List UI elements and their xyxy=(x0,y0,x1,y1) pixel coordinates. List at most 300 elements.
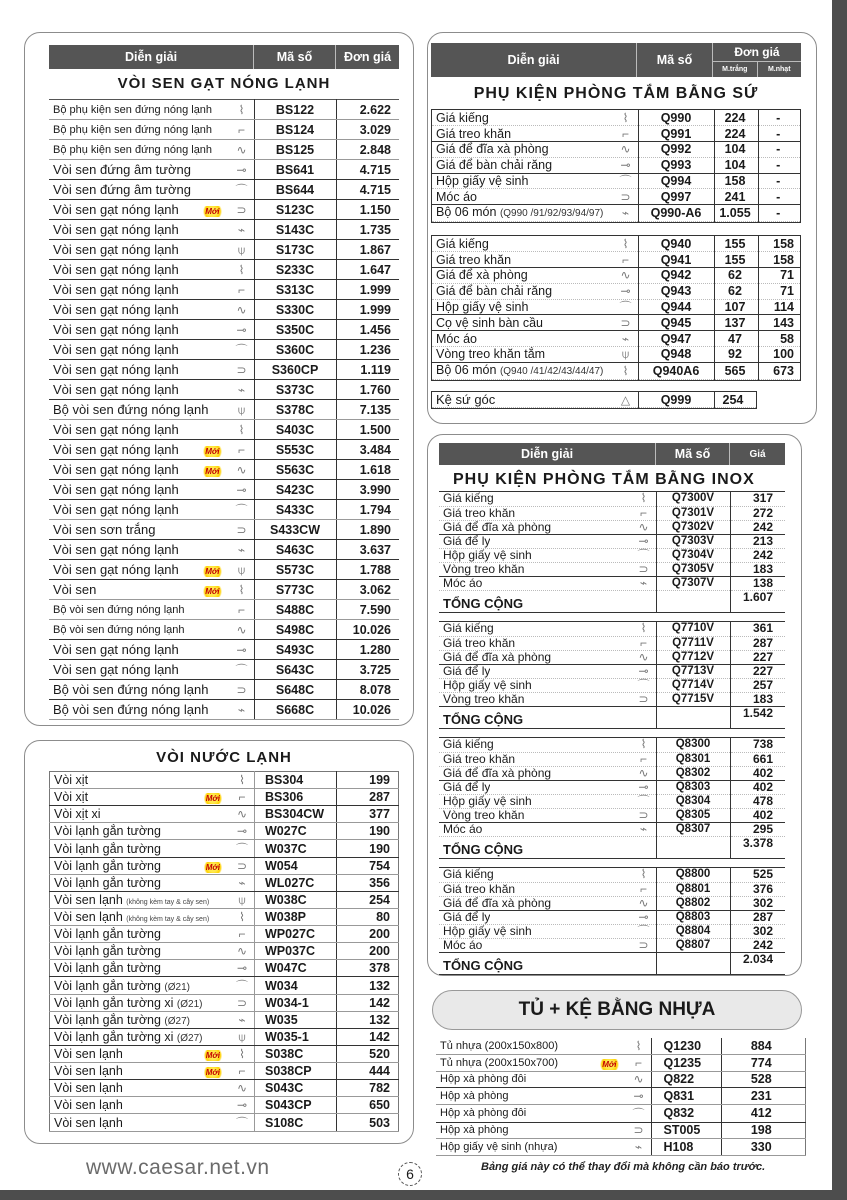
item-code: S643C xyxy=(254,660,336,680)
item-price-white: 1.055 xyxy=(714,205,758,222)
item-code: S648C xyxy=(254,680,336,700)
product-thumbnail-icon: ⌇ xyxy=(640,867,647,882)
item-note: (không kèm tay & cây sen) xyxy=(126,899,210,906)
product-thumbnail-icon: ⌒ xyxy=(637,547,650,562)
item-price: 884 xyxy=(721,1038,806,1055)
table-row xyxy=(49,460,399,480)
new-badge: Mới xyxy=(202,1050,224,1061)
new-badge: Mới xyxy=(202,1067,224,1078)
table-row xyxy=(50,1012,399,1029)
item-price: 4.715 xyxy=(336,160,399,180)
item-price: 1.999 xyxy=(336,300,399,320)
item-code: Q947 xyxy=(638,331,714,347)
total-row xyxy=(439,952,785,974)
total-label: TỔNG CỘNG xyxy=(443,841,524,857)
product-thumbnail-icon: ⌇ xyxy=(622,363,629,378)
item-code: Q991 xyxy=(638,126,714,142)
table-row xyxy=(439,738,785,752)
table-row xyxy=(50,858,399,875)
item-price: 330 xyxy=(721,1139,806,1156)
cold-tap-panel xyxy=(24,740,414,1144)
table-row xyxy=(49,340,399,360)
total-row xyxy=(439,706,785,728)
item-desc: Giá treo khăn xyxy=(436,252,512,267)
new-badge: Mới xyxy=(201,566,223,577)
item-desc: Vòi lạnh gắn tường xyxy=(54,824,161,838)
product-thumbnail-icon: ⌒ xyxy=(235,842,248,856)
table-row xyxy=(49,180,399,200)
item-desc: Giá kiếng xyxy=(443,492,494,506)
item-price: 520 xyxy=(337,1046,399,1063)
product-thumbnail-icon: ⌁ xyxy=(237,703,246,717)
website-link[interactable]: www.caesar.net.vn xyxy=(86,1156,270,1179)
item-price: 3.637 xyxy=(336,540,399,560)
item-price: 2.622 xyxy=(336,100,399,120)
item-code: WP027C xyxy=(255,926,337,943)
item-code: S330C xyxy=(254,300,336,320)
item-code: S433C xyxy=(254,500,336,520)
product-thumbnail-icon: ⊸ xyxy=(638,779,649,794)
item-desc: Kệ sứ góc xyxy=(436,391,496,407)
table-row xyxy=(432,205,800,222)
item-code: Q7713V xyxy=(656,664,730,678)
item-price: 1.280 xyxy=(336,640,399,660)
item-code: Q994 xyxy=(638,173,714,189)
item-code: S233C xyxy=(254,260,336,280)
item-code: Q8804 xyxy=(656,924,730,938)
item-price: 3.725 xyxy=(336,660,399,680)
item-desc: Vòi lạnh gắn tường xyxy=(54,944,161,958)
product-thumbnail-icon: ⊸ xyxy=(236,483,247,497)
item-price: 738 xyxy=(730,738,785,752)
product-thumbnail-icon: ⌇ xyxy=(238,583,245,597)
table-row xyxy=(439,766,785,780)
item-desc: Giá treo khăn xyxy=(436,126,512,141)
disclaimer-note: Bảng giá này có thể thay đổi mà không cần báo trước. xyxy=(481,1161,766,1173)
item-price: 254 xyxy=(714,392,756,408)
table-row xyxy=(49,380,399,400)
item-note: (không kèm tay & cây sen) xyxy=(126,916,210,923)
item-desc: Hộp giấy vệ sinh xyxy=(443,678,532,692)
product-thumbnail-icon: ⍦ xyxy=(238,892,246,907)
item-desc: Vòi sen gạt nóng lạnh xyxy=(53,442,179,457)
item-desc: Bộ phụ kiện sen đứng nóng lạnh xyxy=(53,103,213,116)
table-row xyxy=(439,664,785,678)
item-price-white: 158 xyxy=(714,173,758,189)
item-code: BS641 xyxy=(254,160,336,180)
table-row xyxy=(49,360,399,380)
item-price: 650 xyxy=(337,1097,399,1114)
plastic-table xyxy=(436,1038,806,1156)
product-thumbnail-icon: ⌇ xyxy=(238,263,245,277)
product-thumbnail-icon: ⌐ xyxy=(238,1064,246,1078)
item-code: Q1235 xyxy=(651,1055,721,1072)
product-thumbnail-icon: ⌐ xyxy=(621,252,629,267)
section-title: PHỤ KIỆN PHÒNG TẮM BẰNG INOX xyxy=(453,471,755,488)
item-price: 272 xyxy=(730,506,785,520)
product-thumbnail-icon: ⌐ xyxy=(238,790,246,804)
product-thumbnail-icon: ⊃ xyxy=(638,807,649,822)
table-row xyxy=(432,173,800,189)
item-code: Q8300 xyxy=(656,738,730,752)
table-row xyxy=(50,1114,399,1132)
item-price-light: - xyxy=(758,142,800,158)
total-value: 1.542 xyxy=(730,706,785,728)
item-price-white: 62 xyxy=(714,283,758,299)
triangle-shelf-icon: △ xyxy=(620,392,631,407)
product-thumbnail-icon: ⌁ xyxy=(621,206,630,221)
table-row xyxy=(432,362,800,379)
item-code: Q7305V xyxy=(656,562,730,576)
item-price: 287 xyxy=(337,789,399,806)
product-thumbnail-icon: ⌁ xyxy=(237,543,246,557)
item-price: 257 xyxy=(730,678,785,692)
item-code: S038CP xyxy=(255,1063,337,1080)
product-thumbnail-icon: ⊸ xyxy=(633,1088,644,1103)
item-price: 378 xyxy=(337,960,399,977)
product-thumbnail-icon: ⌒ xyxy=(235,1116,248,1130)
page-number: 6 xyxy=(398,1162,422,1186)
item-code: Q992 xyxy=(638,142,714,158)
header-code: Mã số xyxy=(656,443,730,465)
product-thumbnail-icon: ∿ xyxy=(236,807,248,821)
item-price: 227 xyxy=(730,664,785,678)
item-price: 7.590 xyxy=(336,600,399,620)
item-desc: Bộ 06 món xyxy=(436,362,497,377)
item-desc: Vòi sen lạnh xyxy=(54,910,123,924)
item-desc: Vòi lạnh gắn tường xi xyxy=(54,1030,174,1044)
item-price-white: 137 xyxy=(714,315,758,331)
item-desc: Hộp giấy vệ sinh xyxy=(443,794,532,808)
product-thumbnail-icon: ⌐ xyxy=(237,443,245,457)
item-price: 242 xyxy=(730,938,785,952)
cold-tap-table xyxy=(49,771,399,1132)
product-thumbnail-icon: ⌇ xyxy=(640,491,647,506)
product-thumbnail-icon: ⌇ xyxy=(622,110,629,125)
item-price-white: 47 xyxy=(714,331,758,347)
item-code: Q941 xyxy=(638,252,714,268)
product-thumbnail-icon: ∿ xyxy=(638,765,649,780)
item-desc: Giá để đĩa xà phòng xyxy=(443,520,552,534)
product-thumbnail-icon: ⌁ xyxy=(237,223,246,237)
item-price: 1.794 xyxy=(336,500,399,520)
item-desc: Vòi lạnh gắn tường xyxy=(54,927,161,941)
table-row xyxy=(49,560,399,580)
item-code: Q944 xyxy=(638,299,714,315)
header-code: Mã số xyxy=(254,45,336,69)
item-price: 3.062 xyxy=(336,580,399,600)
product-thumbnail-icon: ∿ xyxy=(638,895,649,910)
item-desc: Giá để ly xyxy=(443,910,491,924)
table-row xyxy=(432,142,800,158)
item-code: S313C xyxy=(254,280,336,300)
item-price: 1.890 xyxy=(336,520,399,540)
table-row xyxy=(436,1038,806,1055)
item-price: 132 xyxy=(337,1012,399,1029)
item-desc: Tủ nhựa (200x150x700) xyxy=(440,1056,559,1069)
table-row xyxy=(50,995,399,1012)
item-code: Q8301 xyxy=(656,752,730,766)
header-desc: Diễn giải xyxy=(439,443,656,465)
table-row xyxy=(49,100,399,120)
table-row xyxy=(50,772,399,789)
item-price: 1.618 xyxy=(336,460,399,480)
product-thumbnail-icon: ⌁ xyxy=(634,1139,643,1154)
item-price: 200 xyxy=(337,926,399,943)
item-desc: Bộ 06 món xyxy=(436,205,497,220)
item-note: (Q940 /41/42/43/44/47) xyxy=(499,365,604,377)
item-desc: Giá để ly xyxy=(443,780,491,794)
item-code: Q7303V xyxy=(656,534,730,548)
item-desc: Cọ vệ sinh bàn cầu xyxy=(436,315,544,330)
item-code: Q7712V xyxy=(656,650,730,664)
shower-mixer-header xyxy=(49,45,399,69)
item-code: W047C xyxy=(255,960,337,977)
item-price: 754 xyxy=(337,858,399,875)
item-desc: Vòi sen gạt nóng lạnh xyxy=(53,342,179,357)
item-price: 1.500 xyxy=(336,420,399,440)
table-row xyxy=(439,868,785,882)
item-desc: Giá để đĩa xà phòng xyxy=(436,142,549,157)
item-code: Q997 xyxy=(638,189,714,205)
item-price: 3.990 xyxy=(336,480,399,500)
item-price: 199 xyxy=(337,772,399,789)
item-code: Q8305 xyxy=(656,808,730,822)
item-code: W038P xyxy=(255,909,337,926)
item-desc: Hộp xà phòng đôi xyxy=(440,1073,527,1086)
item-desc: Giá treo khăn xyxy=(443,752,516,766)
product-thumbnail-icon: ⌐ xyxy=(237,123,245,137)
item-desc: Vòng treo khăn xyxy=(443,808,525,822)
item-code: WL027C xyxy=(255,875,337,892)
product-thumbnail-icon: ⊸ xyxy=(620,158,631,173)
item-code: Q999 xyxy=(638,392,714,408)
item-desc: Bộ vòi sen đứng nóng lạnh xyxy=(53,682,209,697)
item-desc: Vòng treo khăn xyxy=(443,562,525,576)
product-thumbnail-icon: ∿ xyxy=(236,1081,248,1095)
total-label: TỔNG CỘNG xyxy=(443,957,524,973)
product-thumbnail-icon: ⌁ xyxy=(238,876,246,890)
product-thumbnail-icon: ⊃ xyxy=(236,859,248,873)
item-price: 1.456 xyxy=(336,320,399,340)
item-code: W037C xyxy=(255,840,337,858)
table-row xyxy=(50,789,399,806)
item-desc: Vòi lạnh gắn tường xyxy=(54,859,161,873)
item-desc: Vòi lạnh gắn tường xyxy=(54,1013,161,1027)
item-desc: Bộ phụ kiện sen đứng nóng lạnh xyxy=(53,143,213,156)
product-thumbnail-icon: ⍦ xyxy=(237,402,246,417)
item-desc: Vòi sen gạt nóng lạnh xyxy=(53,502,179,517)
item-price-light: 158 xyxy=(758,252,800,268)
item-code: S433CW xyxy=(254,520,336,540)
item-price-light: - xyxy=(758,205,800,222)
item-desc: Vòi sen gạt nóng lạnh xyxy=(53,282,179,297)
item-price-white: 92 xyxy=(714,347,758,363)
item-desc: Vòi sen gạt nóng lạnh xyxy=(53,202,179,217)
product-thumbnail-icon: ∿ xyxy=(638,519,649,534)
table-row xyxy=(439,534,785,548)
item-price: 1.788 xyxy=(336,560,399,580)
item-price: 7.135 xyxy=(336,400,399,420)
item-price: 1.119 xyxy=(336,360,399,380)
item-code: Q940 xyxy=(638,236,714,252)
item-price-white: 104 xyxy=(714,157,758,173)
item-code: Q943 xyxy=(638,283,714,299)
total-value: 1.607 xyxy=(730,590,785,612)
product-thumbnail-icon: ⌒ xyxy=(637,677,650,692)
item-desc: Giá kiếng xyxy=(443,868,494,882)
item-code: S498C xyxy=(254,620,336,640)
total-row xyxy=(439,590,785,612)
table-row xyxy=(432,126,800,142)
item-desc: Giá để ly xyxy=(443,534,491,548)
item-price: 227 xyxy=(730,650,785,664)
product-thumbnail-icon: ⊸ xyxy=(620,284,631,299)
table-row xyxy=(50,806,399,823)
table-row xyxy=(49,680,399,700)
table-row xyxy=(439,938,785,952)
product-thumbnail-icon: ⍦ xyxy=(237,562,246,577)
item-desc: Vòi sen lạnh xyxy=(54,1047,123,1061)
item-desc: Vòi sen lạnh xyxy=(54,1081,123,1095)
item-desc: Vòi sen gạt nóng lạnh xyxy=(53,382,179,397)
item-code: Q8307 xyxy=(656,822,730,836)
item-price-light: 71 xyxy=(758,283,800,299)
item-code: BS304CW xyxy=(255,806,337,823)
item-code: W035-1 xyxy=(255,1029,337,1046)
item-code: S123C xyxy=(254,200,336,220)
table-row xyxy=(49,420,399,440)
item-code: Q822 xyxy=(651,1071,721,1088)
table-row xyxy=(439,794,785,808)
item-code: Q8802 xyxy=(656,896,730,910)
table-row xyxy=(49,140,399,160)
item-price: 213 xyxy=(730,534,785,548)
item-code: BS125 xyxy=(254,140,336,160)
item-desc: Móc áo xyxy=(443,576,483,590)
table-row xyxy=(50,1097,399,1114)
table-row xyxy=(436,1139,806,1156)
product-thumbnail-icon: ⌐ xyxy=(237,603,245,617)
item-code: S038C xyxy=(255,1046,337,1063)
item-code: S493C xyxy=(254,640,336,660)
item-price-white: 155 xyxy=(714,236,758,252)
shower-mixer-table xyxy=(49,99,399,720)
product-thumbnail-icon: ⊃ xyxy=(236,363,247,377)
section-title: TỦ + KỆ BẰNG NHỰA xyxy=(518,999,716,1020)
product-thumbnail-icon: ⌇ xyxy=(622,236,629,251)
item-code: S373C xyxy=(254,380,336,400)
item-desc: Móc áo xyxy=(443,938,483,952)
product-thumbnail-icon: ⊸ xyxy=(236,323,247,337)
product-thumbnail-icon: ⌐ xyxy=(237,283,245,297)
item-desc: Bộ vòi sen đứng nóng lạnh xyxy=(53,702,209,717)
table-row xyxy=(50,1080,399,1097)
product-thumbnail-icon: ∿ xyxy=(236,623,247,637)
item-code: Q990 xyxy=(638,110,714,126)
item-code: Q7711V xyxy=(656,636,730,650)
item-code: S173C xyxy=(254,240,336,260)
item-price: 361 xyxy=(730,622,785,636)
new-badge: Mới xyxy=(598,1059,620,1070)
shower-mixer-panel xyxy=(24,32,414,726)
header-price: Đơn giá xyxy=(343,50,392,64)
item-price: 503 xyxy=(337,1114,399,1132)
table-row xyxy=(432,268,800,284)
table-row xyxy=(436,1122,806,1139)
item-price: 183 xyxy=(730,562,785,576)
item-price: 1.760 xyxy=(336,380,399,400)
table-row xyxy=(49,160,399,180)
product-thumbnail-icon: ⌐ xyxy=(639,881,647,896)
item-code: Q7715V xyxy=(656,692,730,706)
table-row xyxy=(49,520,399,540)
product-thumbnail-icon: ⊸ xyxy=(638,909,649,924)
table-row xyxy=(50,840,399,858)
product-thumbnail-icon: ⌒ xyxy=(235,979,248,993)
table-row xyxy=(432,315,800,331)
header-desc: Diễn giải xyxy=(431,43,637,77)
table-row xyxy=(49,500,399,520)
table-row xyxy=(49,580,399,600)
total-label: TỔNG CỘNG xyxy=(443,711,524,727)
table-row xyxy=(432,299,800,315)
item-code: W038C xyxy=(255,892,337,909)
item-price: 1.150 xyxy=(336,200,399,220)
section-title: PHỤ KIỆN PHÒNG TẮM BẰNG SỨ xyxy=(473,85,759,102)
table-row xyxy=(50,1063,399,1080)
table-row xyxy=(49,300,399,320)
item-desc: Vòi sen đứng âm tường xyxy=(53,162,191,177)
item-desc: Móc áo xyxy=(436,331,477,346)
product-thumbnail-icon: ⌒ xyxy=(235,343,248,357)
table-row xyxy=(432,236,800,252)
ceramic-panel xyxy=(427,32,817,424)
table-row xyxy=(439,506,785,520)
table-row xyxy=(432,157,800,173)
item-code: S360CP xyxy=(254,360,336,380)
item-desc: Vòi xịt xyxy=(54,790,89,804)
table-row xyxy=(49,280,399,300)
item-code: BS124 xyxy=(254,120,336,140)
header-sub-light: M.nhạt xyxy=(767,66,791,73)
item-price: 528 xyxy=(721,1071,806,1088)
item-code: Q831 xyxy=(651,1088,721,1105)
product-thumbnail-icon: ∿ xyxy=(633,1072,644,1087)
item-code: Q8803 xyxy=(656,910,730,924)
item-price: 1.735 xyxy=(336,220,399,240)
item-desc: Vòi lạnh gắn tường xyxy=(54,876,161,890)
table-row xyxy=(432,347,800,363)
item-code: WP037C xyxy=(255,943,337,960)
item-code: S563C xyxy=(254,460,336,480)
item-desc: Vòi sen gạt nóng lạnh xyxy=(53,642,179,657)
header-sub-white: M.trắng xyxy=(713,62,758,77)
ceramic-group-2 xyxy=(431,235,801,381)
item-price: 231 xyxy=(721,1088,806,1105)
item-price: 142 xyxy=(337,1029,399,1046)
new-badge: Mới xyxy=(201,586,223,597)
item-desc: Vòi sen gạt nóng lạnh xyxy=(53,422,179,437)
new-badge: Mới xyxy=(202,793,224,804)
product-thumbnail-icon: ⊸ xyxy=(638,663,649,678)
item-desc: Vòi sen lạnh xyxy=(54,893,123,907)
item-code: Q942 xyxy=(638,268,714,284)
item-desc: Vòi sen lạnh xyxy=(54,1064,123,1078)
table-row xyxy=(439,636,785,650)
item-code: S403C xyxy=(254,420,336,440)
item-desc: Giá kiếng xyxy=(436,236,489,251)
